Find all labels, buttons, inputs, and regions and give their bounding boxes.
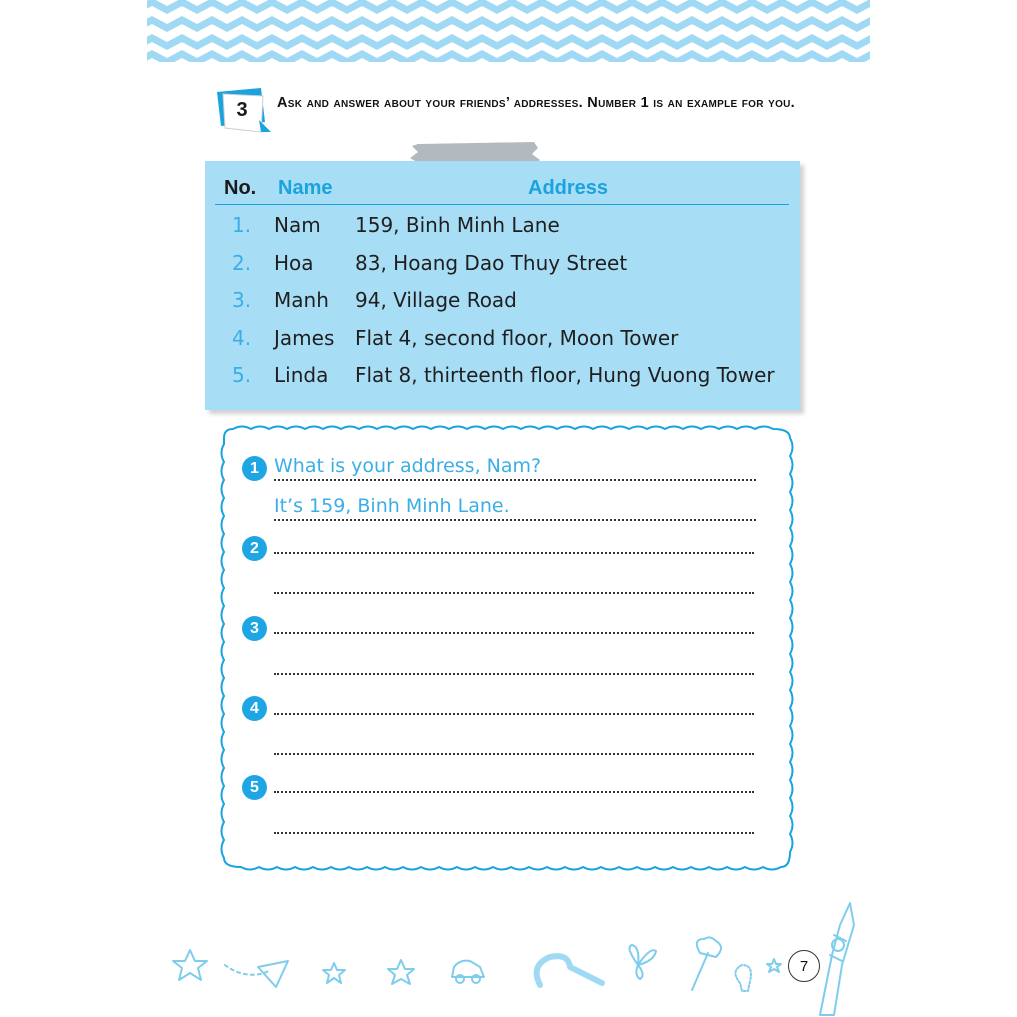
answer-box	[220, 425, 794, 871]
row-number: 3.	[232, 288, 252, 312]
answer-number-5: 5	[242, 775, 267, 800]
row-number: 1.	[232, 213, 252, 237]
zigzag-header-band	[147, 0, 870, 62]
row-address: Flat 4, second floor, Moon Tower	[355, 326, 679, 350]
answer-line[interactable]	[274, 552, 754, 554]
example-question: What is your address, Nam?	[274, 455, 542, 477]
header-no: No.	[224, 177, 257, 199]
table-row	[205, 326, 800, 363]
row-address: 83, Hoang Dao Thuy Street	[355, 251, 628, 275]
answer-line[interactable]	[274, 791, 754, 793]
example-answer: It’s 159, Binh Minh Lane.	[274, 495, 510, 517]
row-name: Linda	[274, 363, 329, 387]
answer-number-3: 3	[242, 616, 267, 641]
footer-doodles	[170, 895, 860, 1017]
table-row	[205, 288, 800, 325]
exercise-instruction: Ask and answer about your friends’ addresses. Number 1 is an example for you.	[277, 95, 796, 111]
row-number: 5.	[232, 363, 252, 387]
row-name: Manh	[274, 288, 329, 312]
star-icon	[173, 950, 207, 980]
butterfly-icon	[630, 945, 656, 979]
exercise-number: 3	[236, 98, 248, 121]
header-name: Name	[278, 177, 333, 199]
answer-line[interactable]	[274, 592, 754, 594]
table-row	[205, 363, 800, 400]
answer-line[interactable]	[274, 713, 754, 715]
answer-line[interactable]	[274, 673, 754, 675]
row-name: Hoa	[274, 251, 314, 275]
answer-line[interactable]	[274, 479, 756, 481]
table-row	[205, 213, 800, 250]
answer-number-2: 2	[242, 536, 267, 561]
candy-cane-icon	[537, 956, 602, 985]
address-table	[205, 161, 800, 410]
row-name: Nam	[274, 213, 321, 237]
star-icon	[767, 959, 781, 972]
answer-line[interactable]	[274, 832, 754, 834]
answer-number-1: 1	[242, 456, 267, 481]
star-icon	[323, 963, 345, 983]
answer-line[interactable]	[274, 519, 756, 521]
row-name: James	[274, 326, 335, 350]
lightbulb-icon	[735, 965, 751, 991]
answer-number-4: 4	[242, 696, 267, 721]
star-icon	[388, 960, 414, 984]
row-address: 159, Binh Minh Lane	[355, 213, 560, 237]
paper-plane-icon	[258, 961, 288, 987]
answer-line[interactable]	[274, 632, 754, 634]
clock-tower-icon	[820, 903, 854, 1015]
car-icon	[452, 961, 484, 977]
row-number: 4.	[232, 326, 252, 350]
scalloped-border	[220, 425, 794, 871]
answer-line[interactable]	[274, 753, 754, 755]
row-address: 94, Village Road	[355, 288, 517, 312]
header-address: Address	[528, 177, 609, 199]
row-address: Flat 8, thirteenth floor, Hung Vuong Tower	[355, 363, 775, 387]
lollipop-icon	[692, 937, 721, 990]
row-number: 2.	[232, 251, 252, 275]
header-divider	[215, 204, 789, 205]
table-row	[205, 251, 800, 288]
page-number: 7	[788, 950, 820, 982]
